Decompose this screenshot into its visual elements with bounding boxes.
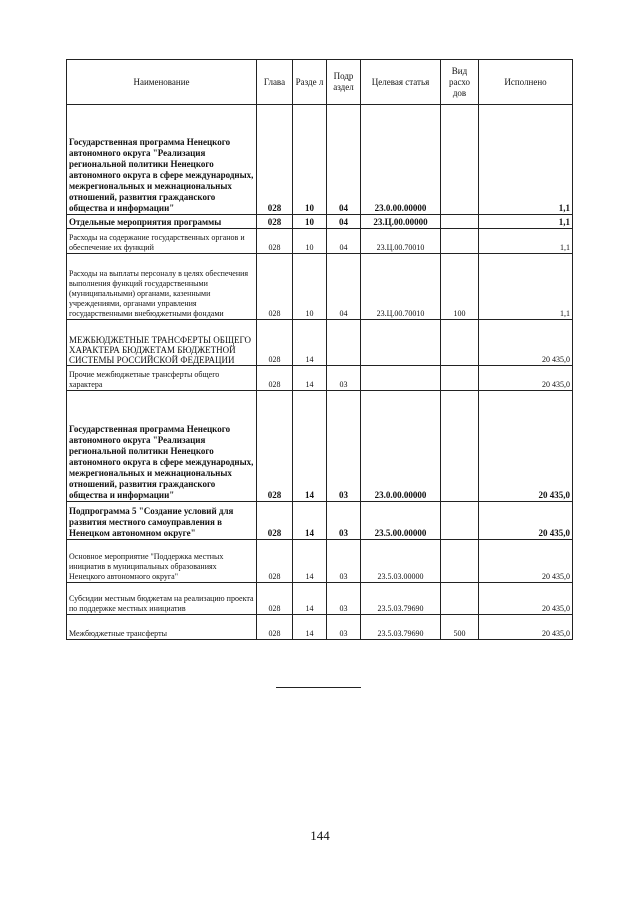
row-celevaya-statya: 23.5.00.00000 (361, 502, 441, 540)
row-celevaya-statya: 23.0.00.00000 (361, 391, 441, 502)
row-razdel: 14 (293, 583, 327, 615)
header-vid-rashodov: Вид расхо дов (441, 60, 479, 105)
row-celevaya-statya: 23.5.03.00000 (361, 540, 441, 583)
table-row (67, 583, 573, 615)
row-glava: 028 (257, 215, 293, 229)
row-glava: 028 (257, 540, 293, 583)
row-vid-rashodov (441, 215, 479, 229)
header-razdel: Разде л (293, 60, 327, 105)
table-row (67, 215, 573, 229)
row-razdel: 14 (293, 502, 327, 540)
table-header-row (67, 60, 573, 105)
row-name: Расходы на содержание государственных органов и обеспечение их функций (67, 229, 257, 254)
row-name: МЕЖБЮДЖЕТНЫЕ ТРАНСФЕРТЫ ОБЩЕГО ХАРАКТЕРА БЮДЖЕТАМ БЮДЖЕТНОЙ СИСТЕМЫ РОССИЙСКОЙ ФЕДЕРАЦИИ (67, 320, 257, 366)
header-podrazdel: Подр аздел (327, 60, 361, 105)
row-glava: 028 (257, 583, 293, 615)
row-razdel: 14 (293, 320, 327, 366)
row-celevaya-statya (361, 320, 441, 366)
header-ispolneno: Исполнено (479, 60, 573, 105)
row-vid-rashodov (441, 391, 479, 502)
row-podrazdel (327, 320, 361, 366)
row-name: Отдельные мероприятия программы (67, 215, 257, 229)
row-glava: 028 (257, 105, 293, 215)
row-glava: 028 (257, 502, 293, 540)
row-razdel: 14 (293, 366, 327, 391)
row-razdel: 10 (293, 105, 327, 215)
row-glava: 028 (257, 254, 293, 320)
row-ispolneno: 20 435,0 (479, 391, 573, 502)
table-row (67, 229, 573, 254)
row-ispolneno: 20 435,0 (479, 366, 573, 391)
row-vid-rashodov (441, 583, 479, 615)
row-vid-rashodov (441, 502, 479, 540)
row-name: Государственная программа Ненецкого автономного округа "Реализация региональной политики Ненецкого автономного округа в сфере международных, межрегиональных и межнациональных отношений, развития гражданского общества и информации" (67, 391, 257, 502)
table-row (67, 502, 573, 540)
header-name: Наименование (67, 60, 257, 105)
table-row (67, 320, 573, 366)
table-row (67, 254, 573, 320)
row-ispolneno: 20 435,0 (479, 540, 573, 583)
row-ispolneno: 20 435,0 (479, 583, 573, 615)
row-vid-rashodov (441, 320, 479, 366)
row-celevaya-statya: 23.0.00.00000 (361, 105, 441, 215)
row-ispolneno: 1,1 (479, 105, 573, 215)
row-name: Прочие межбюджетные трансферты общего характера (67, 366, 257, 391)
row-ispolneno: 20 435,0 (479, 320, 573, 366)
row-vid-rashodov (441, 366, 479, 391)
footer-divider (276, 687, 361, 688)
row-glava: 028 (257, 366, 293, 391)
row-vid-rashodov: 100 (441, 254, 479, 320)
row-podrazdel: 03 (327, 502, 361, 540)
row-ispolneno: 20 435,0 (479, 502, 573, 540)
row-podrazdel: 03 (327, 583, 361, 615)
row-name: Субсидии местным бюджетам на реализацию проекта по поддержке местных инициатив (67, 583, 257, 615)
row-razdel: 14 (293, 540, 327, 583)
row-podrazdel: 03 (327, 615, 361, 640)
row-razdel: 14 (293, 615, 327, 640)
budget-execution-table (66, 59, 573, 640)
row-name: Расходы на выплаты персоналу в целях обеспечения выполнения функций государственными (муниципальными) органами, казенными учреждениями, органами управления государственными внебюджетными фондами (67, 254, 257, 320)
row-podrazdel: 03 (327, 366, 361, 391)
row-celevaya-statya: 23.Ц.00.70010 (361, 229, 441, 254)
row-name: Государственная программа Ненецкого автономного округа "Реализация региональной политики Ненецкого автономного округа в сфере международных, межрегиональных и межнациональных отношений, развития гражданского общества и информации" (67, 105, 257, 215)
row-celevaya-statya (361, 366, 441, 391)
row-razdel: 10 (293, 254, 327, 320)
row-glava: 028 (257, 320, 293, 366)
row-vid-rashodov: 500 (441, 615, 479, 640)
row-vid-rashodov (441, 229, 479, 254)
row-podrazdel: 04 (327, 105, 361, 215)
header-glava: Глава (257, 60, 293, 105)
row-glava: 028 (257, 229, 293, 254)
table-row (67, 391, 573, 502)
row-ispolneno: 20 435,0 (479, 615, 573, 640)
row-vid-rashodov (441, 540, 479, 583)
row-podrazdel: 03 (327, 391, 361, 502)
row-podrazdel: 04 (327, 254, 361, 320)
table-row (67, 366, 573, 391)
row-celevaya-statya: 23.Ц.00.00000 (361, 215, 441, 229)
row-podrazdel: 04 (327, 215, 361, 229)
table-row (67, 105, 573, 215)
row-glava: 028 (257, 391, 293, 502)
row-podrazdel: 03 (327, 540, 361, 583)
page-number: 144 (310, 828, 330, 843)
row-celevaya-statya: 23.Ц.00.70010 (361, 254, 441, 320)
row-vid-rashodov (441, 105, 479, 215)
row-ispolneno: 1,1 (479, 254, 573, 320)
table-row (67, 615, 573, 640)
header-celevaya-statya: Целевая статья (361, 60, 441, 105)
row-name: Межбюджетные трансферты (67, 615, 257, 640)
row-razdel: 14 (293, 391, 327, 502)
row-name: Основное мероприятие "Поддержка местных инициатив в муниципальных образованиях Ненецкого автономного округа" (67, 540, 257, 583)
row-celevaya-statya: 23.5.03.79690 (361, 615, 441, 640)
row-razdel: 10 (293, 215, 327, 229)
row-name: Подпрограмма 5 "Создание условий для развития местного самоуправления в Ненецком автономном округе" (67, 502, 257, 540)
row-celevaya-statya: 23.5.03.79690 (361, 583, 441, 615)
row-ispolneno: 1,1 (479, 229, 573, 254)
row-podrazdel: 04 (327, 229, 361, 254)
row-razdel: 10 (293, 229, 327, 254)
row-glava: 028 (257, 615, 293, 640)
row-ispolneno: 1,1 (479, 215, 573, 229)
table-row (67, 540, 573, 583)
